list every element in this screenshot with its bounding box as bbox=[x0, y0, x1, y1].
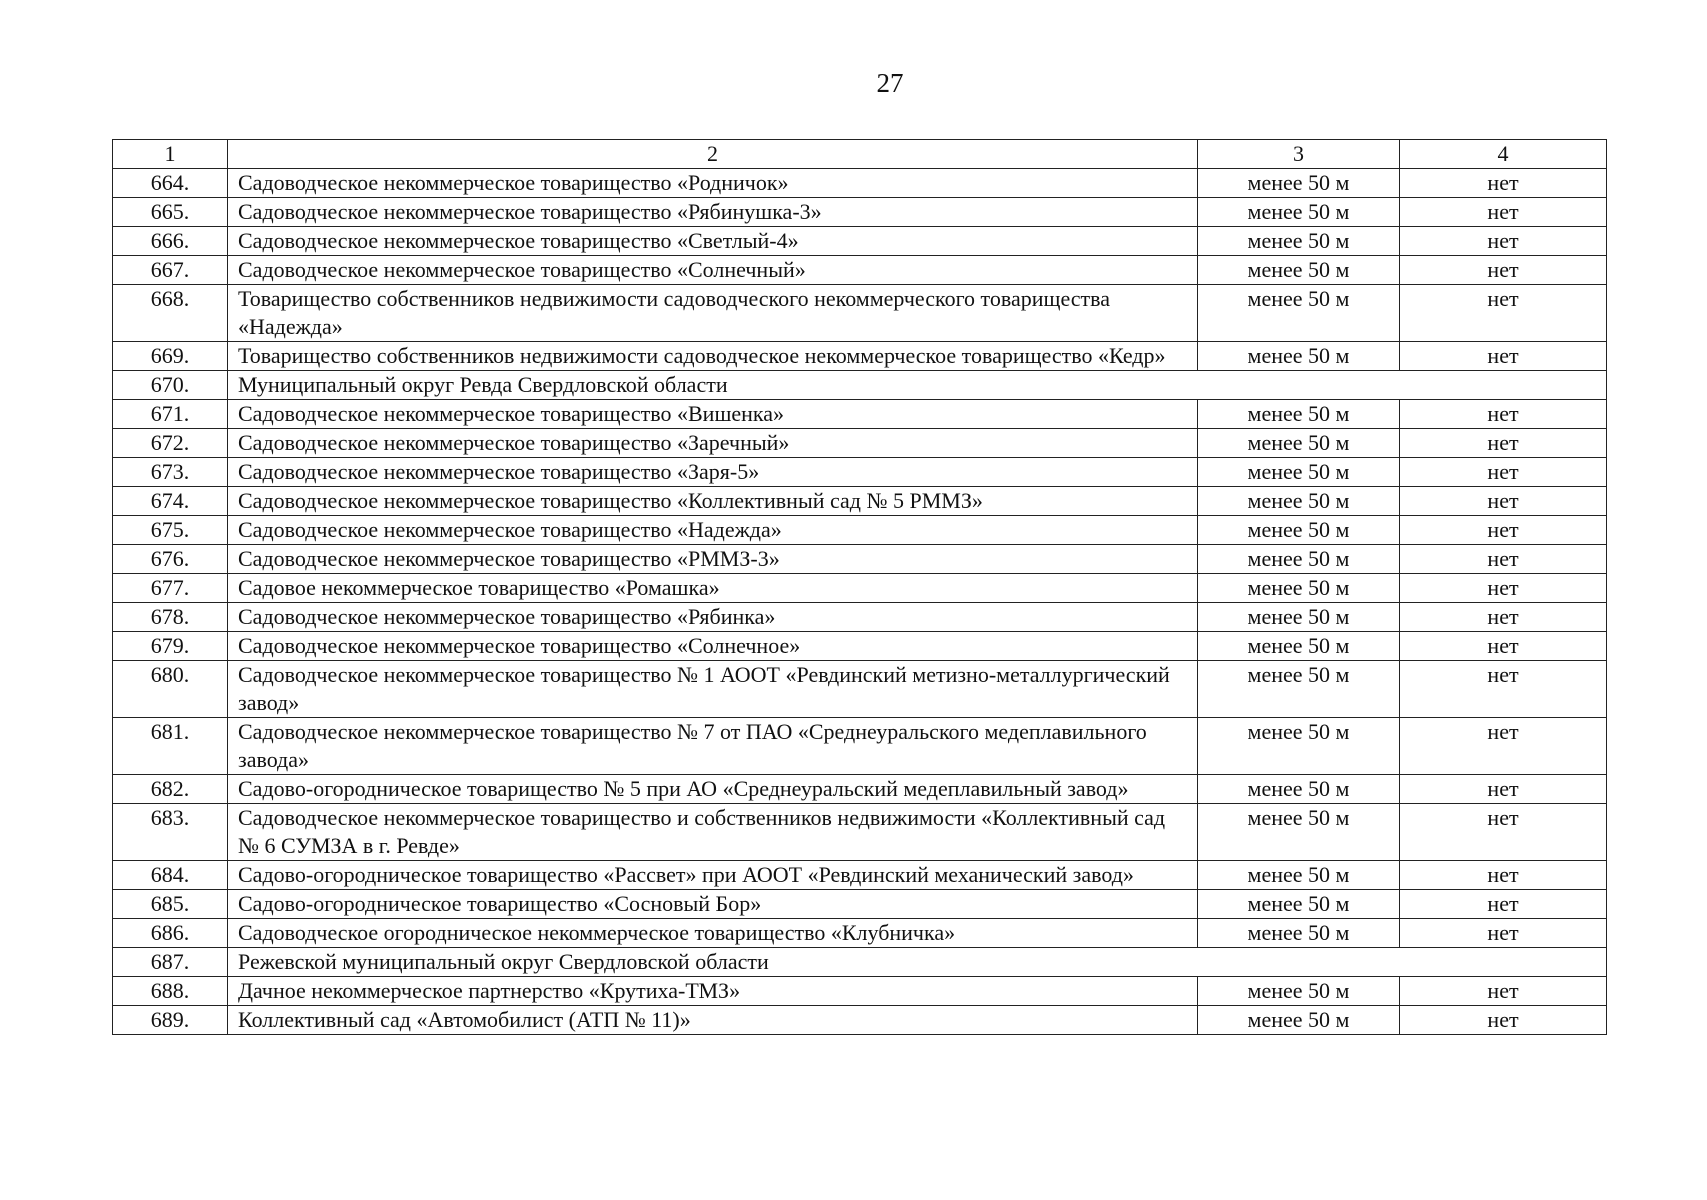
row-number: 681. bbox=[113, 718, 228, 775]
table-row bbox=[113, 775, 1607, 804]
organization-name: Садоводческое некоммерческое товарищество «Коллективный сад № 5 РММЗ» bbox=[228, 487, 1198, 516]
organization-name: Садоводческое некоммерческое товарищество «Рябинушка-3» bbox=[228, 198, 1198, 227]
table-row bbox=[113, 718, 1607, 775]
distance-value: менее 50 м bbox=[1198, 400, 1400, 429]
table-row bbox=[113, 487, 1607, 516]
table-row bbox=[113, 458, 1607, 487]
table-row bbox=[113, 977, 1607, 1006]
organization-name: Садоводческое некоммерческое товарищество «Заречный» bbox=[228, 429, 1198, 458]
header-col-1: 1 bbox=[113, 140, 228, 169]
row-number: 671. bbox=[113, 400, 228, 429]
table-row bbox=[113, 227, 1607, 256]
row-number: 686. bbox=[113, 919, 228, 948]
distance-value: менее 50 м bbox=[1198, 1006, 1400, 1035]
distance-value: менее 50 м bbox=[1198, 198, 1400, 227]
status-value: нет bbox=[1400, 775, 1607, 804]
organization-name: Товарищество собственников недвижимости садоводческое некоммерческое товарищество «Кедр» bbox=[228, 342, 1198, 371]
distance-value: менее 50 м bbox=[1198, 775, 1400, 804]
row-number: 665. bbox=[113, 198, 228, 227]
organization-name: Садоводческое некоммерческое товарищество № 7 от ПАО «Среднеуральского медеплавильного завода» bbox=[228, 718, 1198, 775]
distance-value: менее 50 м bbox=[1198, 661, 1400, 718]
table-row bbox=[113, 919, 1607, 948]
status-value: нет bbox=[1400, 718, 1607, 775]
table-row bbox=[113, 516, 1607, 545]
table-row bbox=[113, 603, 1607, 632]
status-value: нет bbox=[1400, 890, 1607, 919]
table-row bbox=[113, 342, 1607, 371]
distance-value: менее 50 м bbox=[1198, 516, 1400, 545]
section-row bbox=[113, 948, 1607, 977]
row-number: 667. bbox=[113, 256, 228, 285]
page-number: 27 bbox=[876, 68, 904, 98]
row-number: 673. bbox=[113, 458, 228, 487]
organization-name: Садово-огородническое товарищество «Сосновый Бор» bbox=[228, 890, 1198, 919]
status-value: нет bbox=[1400, 342, 1607, 371]
organization-name: Дачное некоммерческое партнерство «Крутиха-ТМЗ» bbox=[228, 977, 1198, 1006]
status-value: нет bbox=[1400, 429, 1607, 458]
header-col-2: 2 bbox=[228, 140, 1198, 169]
organization-name: Товарищество собственников недвижимости садоводческого некоммерческого товарищества «Надежда» bbox=[228, 285, 1198, 342]
table-row bbox=[113, 256, 1607, 285]
table-row bbox=[113, 804, 1607, 861]
organization-name: Садоводческое некоммерческое товарищество «Заря-5» bbox=[228, 458, 1198, 487]
table-row bbox=[113, 285, 1607, 342]
distance-value: менее 50 м bbox=[1198, 256, 1400, 285]
status-value: нет bbox=[1400, 977, 1607, 1006]
distance-value: менее 50 м bbox=[1198, 632, 1400, 661]
distance-value: менее 50 м bbox=[1198, 890, 1400, 919]
row-number: 668. bbox=[113, 285, 228, 342]
row-number: 687. bbox=[113, 948, 228, 977]
row-number: 670. bbox=[113, 371, 228, 400]
table-row bbox=[113, 632, 1607, 661]
organization-name: Садоводческое некоммерческое товарищество «Рябинка» bbox=[228, 603, 1198, 632]
row-number: 672. bbox=[113, 429, 228, 458]
organization-name: Садоводческое некоммерческое товарищество «Солнечный» bbox=[228, 256, 1198, 285]
row-number: 683. bbox=[113, 804, 228, 861]
status-value: нет bbox=[1400, 256, 1607, 285]
distance-value: менее 50 м bbox=[1198, 574, 1400, 603]
organization-name: Садоводческое некоммерческое товарищество № 1 АООТ «Ревдинский метизно-металлургический завод» bbox=[228, 661, 1198, 718]
registry-table bbox=[112, 139, 1607, 1035]
organization-name: Садоводческое некоммерческое товарищество «Солнечное» bbox=[228, 632, 1198, 661]
row-number: 676. bbox=[113, 545, 228, 574]
table-row bbox=[113, 400, 1607, 429]
distance-value: менее 50 м bbox=[1198, 429, 1400, 458]
distance-value: менее 50 м bbox=[1198, 169, 1400, 198]
organization-name: Садоводческое некоммерческое товарищество «Родничок» bbox=[228, 169, 1198, 198]
row-number: 684. bbox=[113, 861, 228, 890]
distance-value: менее 50 м bbox=[1198, 718, 1400, 775]
row-number: 666. bbox=[113, 227, 228, 256]
distance-value: менее 50 м bbox=[1198, 285, 1400, 342]
distance-value: менее 50 м bbox=[1198, 227, 1400, 256]
row-number: 679. bbox=[113, 632, 228, 661]
status-value: нет bbox=[1400, 487, 1607, 516]
table-row bbox=[113, 574, 1607, 603]
status-value: нет bbox=[1400, 516, 1607, 545]
status-value: нет bbox=[1400, 861, 1607, 890]
status-value: нет bbox=[1400, 169, 1607, 198]
row-number: 680. bbox=[113, 661, 228, 718]
section-title: Муниципальный округ Ревда Свердловской области bbox=[228, 371, 1607, 400]
status-value: нет bbox=[1400, 574, 1607, 603]
table-row bbox=[113, 169, 1607, 198]
header-col-3: 3 bbox=[1198, 140, 1400, 169]
organization-name: Садоводческое некоммерческое товарищество «РММЗ-3» bbox=[228, 545, 1198, 574]
distance-value: менее 50 м bbox=[1198, 861, 1400, 890]
table-row bbox=[113, 890, 1607, 919]
row-number: 688. bbox=[113, 977, 228, 1006]
row-number: 664. bbox=[113, 169, 228, 198]
table-row bbox=[113, 661, 1607, 718]
status-value: нет bbox=[1400, 227, 1607, 256]
row-number: 669. bbox=[113, 342, 228, 371]
distance-value: менее 50 м bbox=[1198, 545, 1400, 574]
distance-value: менее 50 м bbox=[1198, 919, 1400, 948]
organization-name: Коллективный сад «Автомобилист (АТП № 11)» bbox=[228, 1006, 1198, 1035]
row-number: 677. bbox=[113, 574, 228, 603]
header-col-4: 4 bbox=[1400, 140, 1607, 169]
status-value: нет bbox=[1400, 285, 1607, 342]
status-value: нет bbox=[1400, 603, 1607, 632]
row-number: 674. bbox=[113, 487, 228, 516]
status-value: нет bbox=[1400, 661, 1607, 718]
header-row bbox=[113, 140, 1607, 169]
row-number: 678. bbox=[113, 603, 228, 632]
organization-name: Садово-огородническое товарищество «Рассвет» при АООТ «Ревдинский механический завод» bbox=[228, 861, 1198, 890]
distance-value: менее 50 м bbox=[1198, 487, 1400, 516]
status-value: нет bbox=[1400, 919, 1607, 948]
distance-value: менее 50 м bbox=[1198, 458, 1400, 487]
table-row bbox=[113, 545, 1607, 574]
table-header bbox=[113, 140, 1607, 169]
organization-name: Садоводческое огородническое некоммерческое товарищество «Клубничка» bbox=[228, 919, 1198, 948]
organization-name: Садоводческое некоммерческое товарищество «Вишенка» bbox=[228, 400, 1198, 429]
distance-value: менее 50 м bbox=[1198, 977, 1400, 1006]
section-title: Режевской муниципальный округ Свердловской области bbox=[228, 948, 1607, 977]
organization-name: Садовое некоммерческое товарищество «Ромашка» bbox=[228, 574, 1198, 603]
status-value: нет bbox=[1400, 545, 1607, 574]
table-row bbox=[113, 1006, 1607, 1035]
status-value: нет bbox=[1400, 1006, 1607, 1035]
status-value: нет bbox=[1400, 632, 1607, 661]
table-row bbox=[113, 861, 1607, 890]
status-value: нет bbox=[1400, 804, 1607, 861]
organization-name: Садоводческое некоммерческое товарищество «Светлый-4» bbox=[228, 227, 1198, 256]
row-number: 689. bbox=[113, 1006, 228, 1035]
status-value: нет bbox=[1400, 400, 1607, 429]
row-number: 675. bbox=[113, 516, 228, 545]
distance-value: менее 50 м bbox=[1198, 342, 1400, 371]
table-row bbox=[113, 429, 1607, 458]
organization-name: Садоводческое некоммерческое товарищество и собственников недвижимости «Коллективный сад № 6 СУМЗА в г. Ревде» bbox=[228, 804, 1198, 861]
status-value: нет bbox=[1400, 458, 1607, 487]
distance-value: менее 50 м bbox=[1198, 603, 1400, 632]
row-number: 685. bbox=[113, 890, 228, 919]
organization-name: Садоводческое некоммерческое товарищество «Надежда» bbox=[228, 516, 1198, 545]
row-number: 682. bbox=[113, 775, 228, 804]
table-row bbox=[113, 198, 1607, 227]
organization-name: Садово-огородническое товарищество № 5 при АО «Среднеуральский медеплавильный завод» bbox=[228, 775, 1198, 804]
section-row bbox=[113, 371, 1607, 400]
status-value: нет bbox=[1400, 198, 1607, 227]
distance-value: менее 50 м bbox=[1198, 804, 1400, 861]
table-body bbox=[113, 169, 1607, 1035]
